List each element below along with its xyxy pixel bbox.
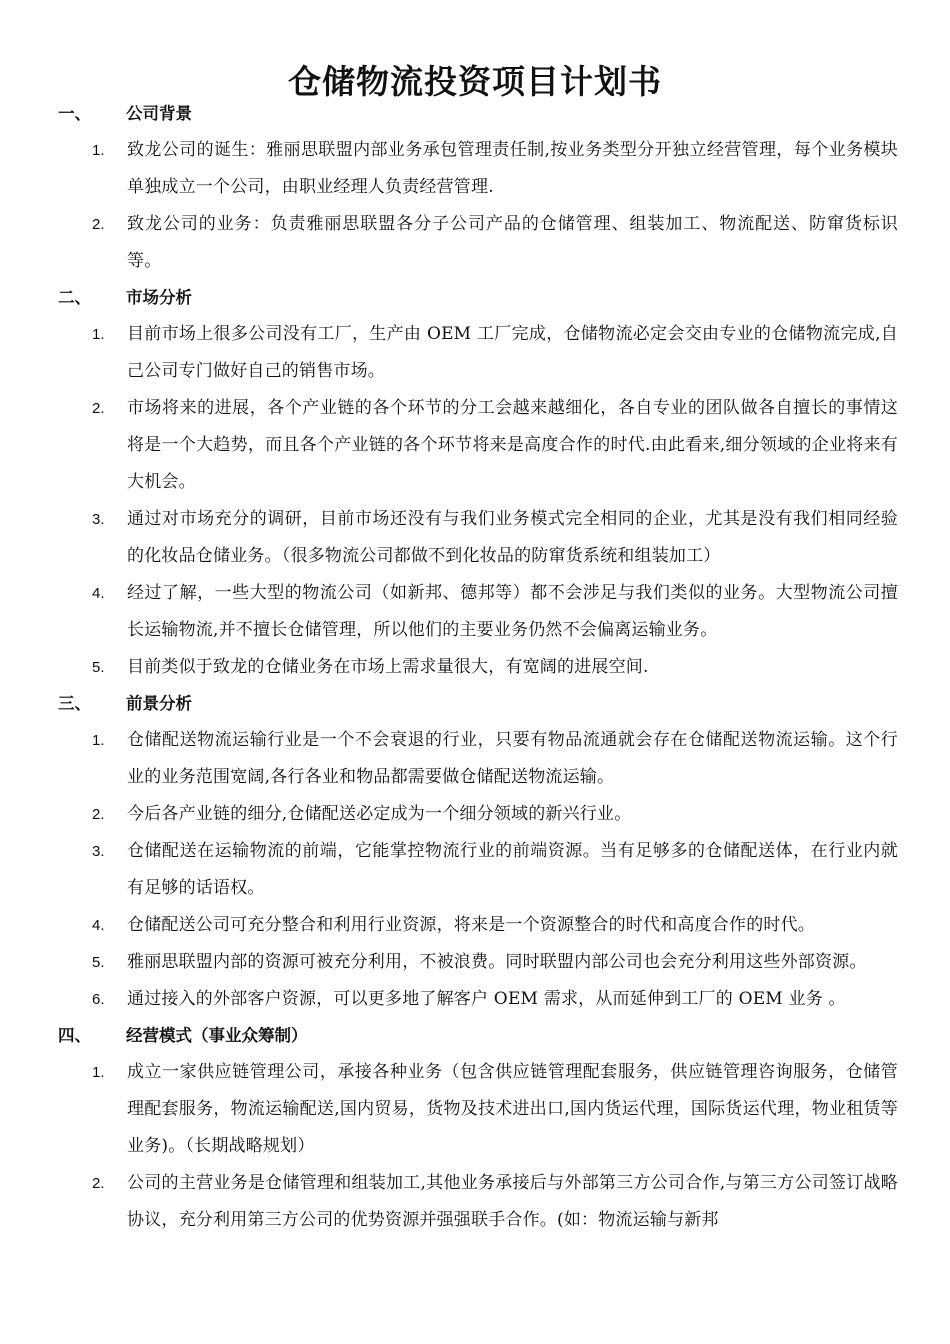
- list-item: [0, 796, 950, 833]
- list-item-number: 1.: [92, 732, 105, 749]
- section-heading: [0, 96, 950, 132]
- list-item-text: 通过接入的外部客户资源，可以更多地了解客户 OEM 需求，从而延伸到工厂的 OEM 业务 。: [127, 989, 846, 1009]
- section-heading: [0, 686, 950, 722]
- list-item-text: 经过了解，一些大型的物流公司（如新邦、德邦等）都不会涉足与我们类似的业务。大型物流公司擅长运输物流,并不擅长仓储管理，所以他们的主要业务仍然不会偏离运输业务。: [127, 583, 898, 640]
- section-title: 公司背景: [126, 104, 192, 123]
- list-item: [0, 575, 950, 649]
- list-item: [0, 390, 950, 501]
- list-item-number: 3.: [92, 511, 105, 528]
- list-item-number: 2.: [92, 400, 105, 417]
- list-item: [0, 944, 950, 981]
- section-title: 经营模式（事业众筹制）: [126, 1026, 308, 1045]
- list-item-number: 1.: [92, 1064, 105, 1081]
- list-item: [0, 649, 950, 686]
- document-body: [0, 96, 950, 1239]
- list-item: [0, 981, 950, 1018]
- list-item-number: 2.: [92, 806, 105, 823]
- list-item-number: 2.: [92, 1175, 105, 1192]
- list-item-text: 公司的主营业务是仓储管理和组装加工,其他业务承接后与外部第三方公司合作,与第三方公司签订战略协议，充分利用第三方公司的优势资源并强强联手合作。(如：物流运输与新邦: [127, 1173, 898, 1230]
- list-item-text: 仓储配送物流运输行业是一个不会衰退的行业，只要有物品流通就会存在仓储配送物流运输。这个行业的业务范围宽阔,各行各业和物品都需要做仓储配送物流运输。: [127, 730, 898, 787]
- list-item-number: 2.: [92, 216, 105, 233]
- list-item-number: 1.: [92, 326, 105, 343]
- list-item-text: 今后各产业链的细分,仓储配送必定成为一个细分领域的新兴行业。: [127, 804, 632, 824]
- list-item-text: 致龙公司的业务：负责雅丽思联盟各分子公司产品的仓储管理、组装加工、物流配送、防窜货标识等。: [127, 214, 898, 271]
- list-item: [0, 132, 950, 206]
- section-title: 前景分析: [126, 694, 192, 713]
- list-item-text: 市场将来的进展，各个产业链的各个环节的分工会越来越细化，各自专业的团队做各自擅长的事情这将是一个大趋势，而且各个产业链的各个环节将来是高度合作的时代.由此看来,细分领域的企业将来有大机会。: [127, 398, 898, 492]
- document-title: 仓储物流投资项目计划书: [288, 62, 662, 101]
- list-item: [0, 833, 950, 907]
- list-item-number: 6.: [92, 991, 105, 1008]
- list-item: [0, 1054, 950, 1165]
- list-item: [0, 722, 950, 796]
- list-item-text: 成立一家供应链管理公司，承接各种业务（包含供应链管理配套服务，供应链管理咨询服务，仓储管理配套服务，物流运输配送,国内贸易，货物及技术进出口,国内货运代理，国际货运代理，物业租赁等业务)。（长期战略规划）: [127, 1062, 898, 1156]
- list-item-text: 雅丽思联盟内部的资源可被充分利用，不被浪费。同时联盟内部公司也会充分利用这些外部资源。: [127, 952, 867, 972]
- list-item-text: 目前类似于致龙的仓储业务在市场上需求量很大，有宽阔的进展空间.: [127, 657, 649, 677]
- list-item-number: 1.: [92, 142, 105, 159]
- list-item: [0, 316, 950, 390]
- list-item-number: 4.: [92, 585, 105, 602]
- list-item-text: 目前市场上很多公司没有工厂，生产由 OEM 工厂完成，仓储物流必定会交由专业的仓储物流完成,自己公司专门做好自己的销售市场。: [127, 324, 898, 381]
- section-heading: [0, 280, 950, 316]
- list-item-text: 仓储配送在运输物流的前端，它能掌控物流行业的前端资源。当有足够多的仓储配送体，在行业内就有足够的话语权。: [127, 841, 898, 898]
- section-title: 市场分析: [126, 288, 192, 307]
- section-heading: [0, 1018, 950, 1054]
- section-number: 二、: [58, 288, 91, 307]
- section-number: 四、: [58, 1026, 91, 1045]
- list-item-text: 通过对市场充分的调研，目前市场还没有与我们业务模式完全相同的企业，尤其是没有我们相同经验的化妆品仓储业务。（很多物流公司都做不到化妆品的防窜货系统和组装加工）: [127, 509, 898, 566]
- section-number: 一、: [58, 104, 91, 123]
- list-item-text: 致龙公司的诞生：雅丽思联盟内部业务承包管理责任制,按业务类型分开独立经营管理，每个业务模块单独成立一个公司，由职业经理人负责经营管理.: [127, 140, 898, 197]
- list-item-number: 4.: [92, 917, 105, 934]
- list-item-text: 仓储配送公司可充分整合和利用行业资源，将来是一个资源整合的时代和高度合作的时代。: [127, 915, 815, 935]
- list-item: [0, 501, 950, 575]
- section-number: 三、: [58, 694, 91, 713]
- list-item: [0, 206, 950, 280]
- list-item-number: 3.: [92, 843, 105, 860]
- list-item: [0, 907, 950, 944]
- list-item-number: 5.: [92, 659, 105, 676]
- list-item: [0, 1165, 950, 1239]
- list-item-number: 5.: [92, 954, 105, 971]
